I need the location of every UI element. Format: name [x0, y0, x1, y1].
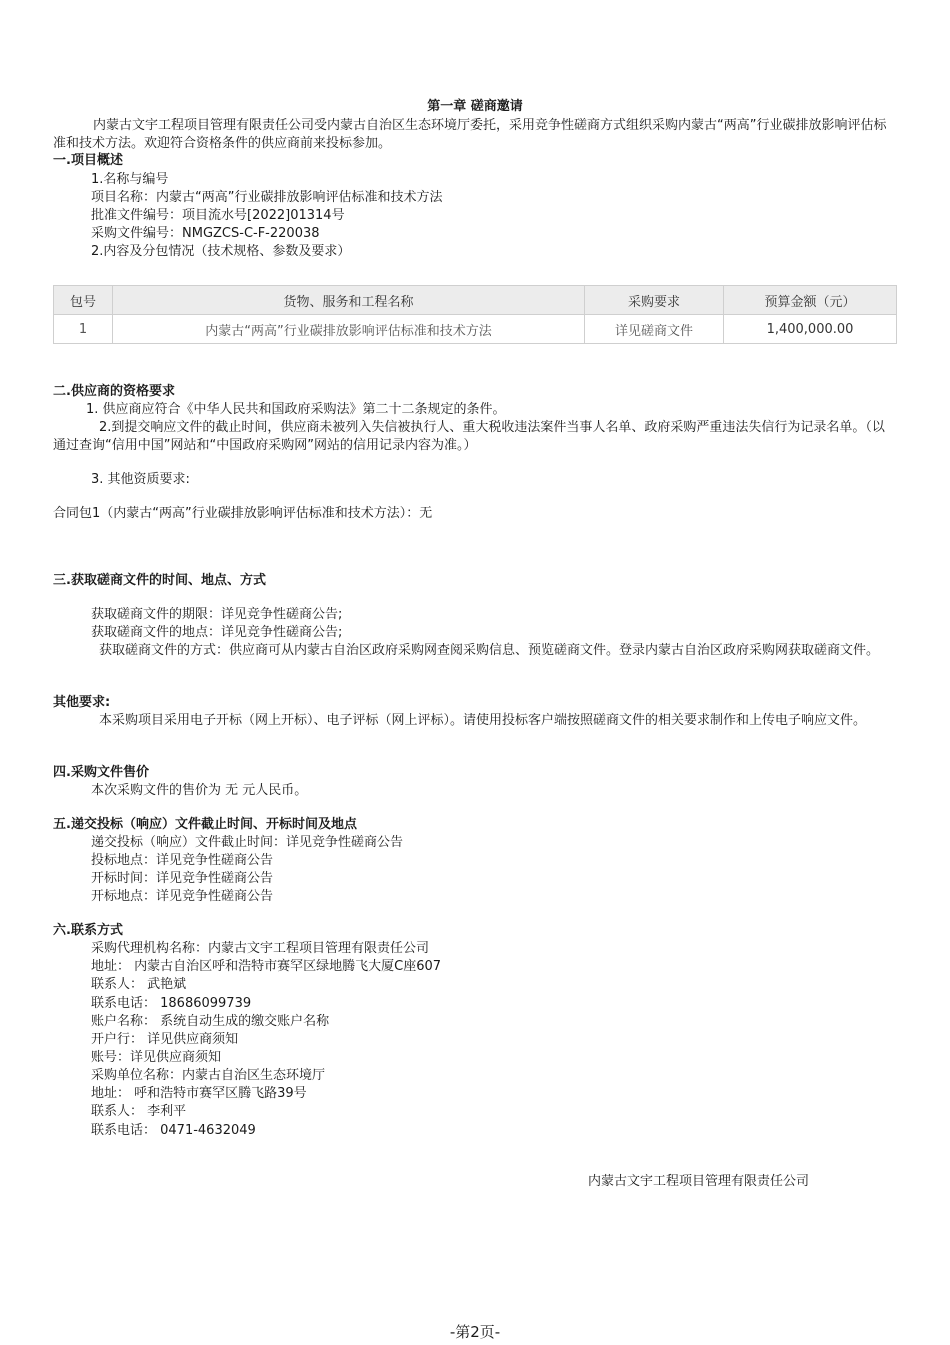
acquire-place: 获取磋商文件的地点：详见竞争性磋商公告;: [91, 625, 343, 640]
agency-address: 地址： 内蒙古自治区呼和浩特市赛罕区绿地腾飞大厦C座607: [91, 959, 442, 974]
table-header-row: [54, 286, 897, 315]
contract-package-requirement: 合同包1（内蒙古“两高”行业碳排放影响评估标准和技术方法）：无: [53, 506, 433, 521]
section-4-heading: 四.采购文件售价: [53, 765, 149, 780]
agency-phone: 联系电话： 18686099739: [91, 996, 252, 1011]
other-requirements-text: 本采购项目采用电子开标（网上开标）、电子评标（网上评标）。请使用投标客户端按照磋商文件的相关要求制作和上传电子响应文件。: [99, 713, 867, 728]
qualification-item-2: 2.到提交响应文件的截止时间，供应商未被列入失信被执行人、重大税收违法案件当事人名单、政府采购严重违法失信行为记录名单。（以通过查询“信用中国”网站和“中国政府采购网”网站的信用记录内容为准。）: [53, 420, 885, 453]
cell-item-name: 内蒙古“两高”行业碳排放影响评估标准和技术方法: [113, 315, 585, 344]
buyer-name: 采购单位名称：内蒙古自治区生态环境厅: [91, 1068, 326, 1083]
bank-name: 开户行： 详见供应商须知: [91, 1032, 239, 1047]
col-header-requirement: 采购要求: [585, 286, 724, 315]
account-name: 账户名称： 系统自动生成的缴交账户名称: [91, 1014, 330, 1029]
signature-company: 内蒙古文宇工程项目管理有限责任公司: [588, 1174, 810, 1189]
col-header-package: 包号: [54, 286, 113, 315]
cell-package: 1: [54, 315, 113, 344]
bid-place: 投标地点：详见竞争性磋商公告: [91, 853, 274, 868]
cell-budget: 1,400,000.00: [724, 315, 897, 344]
acquire-period: 获取磋商文件的期限：详见竞争性磋商公告;: [91, 607, 343, 622]
section-2-heading: 二.供应商的资格要求: [53, 384, 175, 399]
intro-paragraph: 内蒙古文宇工程项目管理有限责任公司受内蒙古自治区生态环境厅委托，采用竞争性磋商方式组织采购内蒙古“两高”行业碳排放影响评估标准和技术方法。欢迎符合资格条件的供应商前来投标参加。: [53, 118, 887, 151]
cell-requirement: 详见磋商文件: [585, 315, 724, 344]
section-3-heading: 三.获取磋商文件的时间、地点、方式: [53, 573, 266, 588]
purchase-doc-number: 采购文件编号：NMGZCS-C-F-220038: [91, 226, 320, 241]
name-and-number-subheading: 1.名称与编号: [91, 172, 169, 187]
submission-deadline: 递交投标（响应）文件截止时间：详见竞争性磋商公告: [91, 835, 404, 850]
acquire-method: 获取磋商文件的方式：供应商可从内蒙古自治区政府采购网查阅采购信息、预览磋商文件。登录内蒙古自治区政府采购网获取磋商文件。: [99, 643, 880, 658]
project-name: 项目名称：内蒙古“两高”行业碳排放影响评估标准和技术方法: [91, 190, 443, 205]
agency-contact: 联系人： 武艳斌: [91, 977, 187, 992]
agency-name: 采购代理机构名称：内蒙古文宇工程项目管理有限责任公司: [91, 941, 430, 956]
page-number: -第2页-: [449, 1323, 501, 1341]
section-5-heading: 五.递交投标（响应）文件截止时间、开标时间及地点: [53, 817, 357, 832]
col-header-item-name: 货物、服务和工程名称: [113, 286, 585, 315]
buyer-address: 地址： 呼和浩特市赛罕区腾飞路39号: [91, 1086, 307, 1101]
col-header-budget: 预算金额（元）: [724, 286, 897, 315]
account-number: 账号：详见供应商须知: [91, 1050, 222, 1065]
section-1-heading: 一.项目概述: [53, 153, 123, 168]
buyer-phone: 联系电话： 0471-4632049: [91, 1123, 256, 1138]
table-row: [54, 315, 897, 344]
opening-place: 开标地点：详见竞争性磋商公告: [91, 889, 274, 904]
package-table: [53, 285, 897, 344]
document-price: 本次采购文件的售价为 无 元人民币。: [91, 783, 308, 798]
other-requirements-heading: 其他要求:: [53, 695, 111, 710]
opening-time: 开标时间：详见竞争性磋商公告: [91, 871, 274, 886]
page-title: 第一章 磋商邀请: [427, 99, 523, 114]
qualification-item-3: 3. 其他资质要求:: [91, 472, 190, 487]
qualification-item-1: 1. 供应商应符合《中华人民共和国政府采购法》第二十二条规定的条件。: [86, 402, 506, 417]
approval-number: 批准文件编号：项目流水号[2022]01314号: [91, 208, 345, 223]
section-6-heading: 六.联系方式: [53, 923, 123, 938]
buyer-contact: 联系人： 李利平: [91, 1104, 187, 1119]
content-subheading: 2.内容及分包情况（技术规格、参数及要求）: [91, 244, 351, 259]
